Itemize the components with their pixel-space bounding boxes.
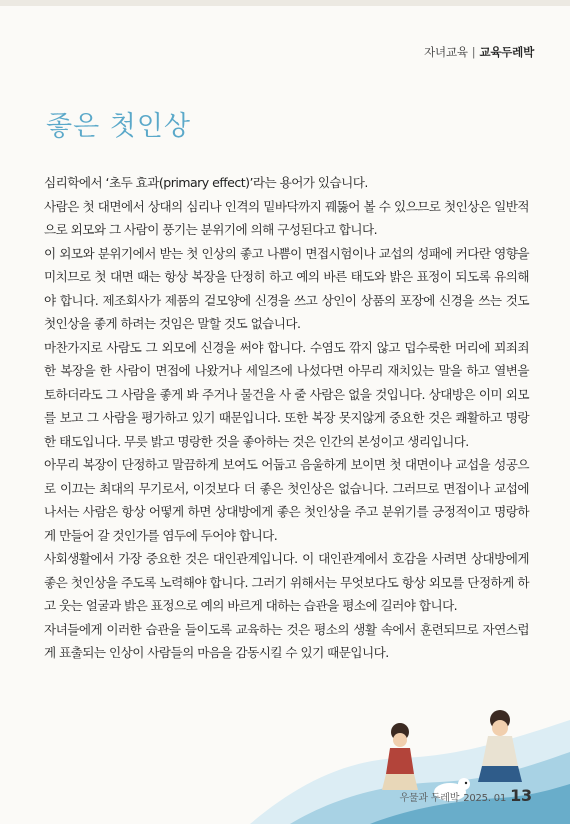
page-footer <box>399 786 532 805</box>
child-figure-left <box>382 723 418 790</box>
running-header <box>424 44 534 60</box>
page-number: 13 <box>510 786 532 805</box>
paragraph: 심리학에서 ‘초두 효과(primary effect)’라는 용어가 있습니다. <box>44 175 368 190</box>
footer-issue: 2025. 01 <box>463 793 507 804</box>
paragraph: 이 외모와 분위기에서 받는 첫 인상의 좋고 나쁨이 면접시험이나 교섭의 성패에 커다란 영향을 미치므로 첫 대면 때는 항상 복장을 단정히 하고 예의 바른 태도와 밝은 표정이 되도록 유의해야 합니다. 제조회사가 제품의 겉모양에 신경을 쓰고 상인이 상품의 포장에 신경을 쓰는 것도 첫인상을 좋게 하려는 것임은 말할 것도 없습니다. <box>44 245 529 331</box>
paragraph: 사회생활에서 가장 중요한 것은 대인관계입니다. 이 대인관계에서 호감을 사려면 상대방에게 좋은 첫인상을 주도록 노력해야 합니다. 그러기 위해서는 무엇보다도 항상 외모를 단정하게 하고 웃는 얼굴과 밝은 표정으로 예의 바르게 대하는 습관을 평소에 길러야 합니다. <box>44 551 529 613</box>
paragraph: 사람은 첫 대면에서 상대의 심리나 인격의 밑바닥까지 꿰뚫어 볼 수 있으므로 첫인상은 일반적으로 외모와 그 사람이 풍기는 분위기에 의해 구성된다고 합니다. <box>44 198 529 237</box>
top-rule <box>0 0 570 6</box>
header-category: 자녀교육 <box>424 45 468 59</box>
paragraph: 아무리 복장이 단정하고 말끔하게 보여도 어둡고 음울하게 보이면 첫 대면이나 교섭을 성공으로 이끄는 최대의 무기로서, 이것보다 더 좋은 첫인상은 없습니다. 그러므로 면접이나 교섭에 나서는 사람은 항상 어떻게 하면 상대방에게 좋은 첫인상을 주고 분위기를 긍정적이고 명랑하게 만들어 갈 것인가를 염두에 두어야 합니다. <box>44 457 529 543</box>
header-section: 교육두레박 <box>479 45 534 59</box>
article-body <box>44 171 529 665</box>
illustration-wave <box>250 700 570 824</box>
paragraph: 자녀들에게 이러한 습관을 들이도록 교육하는 것은 평소의 생활 속에서 훈련되므로 자연스럽게 표출되는 인상이 사람들의 마음을 감동시킬 수 있기 때문입니다. <box>44 621 529 660</box>
article-title: 좋은 첫인상 <box>46 111 191 142</box>
header-separator: | <box>471 45 476 59</box>
footer-publication: 우물과 두레박 <box>399 793 460 804</box>
paragraph: 마찬가지로 사람도 그 외모에 신경을 써야 합니다. 수염도 깎지 않고 덥수룩한 머리에 꾀죄죄한 복장을 한 사람이 면접에 나왔거나 세일즈에 나섰다면 아무리 재치있는 말을 하고 열변을 토하더라도 그 사람을 좋게 봐 주거나 물건을 사 줄 사람은 없을 것입니다. 상대방은 이미 외모를 보고 그 사람을 평가하고 있기 때문입니다. 또한 복장 못지않게 중요한 것은 쾌활하고 명랑한 태도입니다. 무릇 밝고 명랑한 것을 좋아하는 것은 인간의 본성이고 생리입니다. <box>44 339 529 449</box>
